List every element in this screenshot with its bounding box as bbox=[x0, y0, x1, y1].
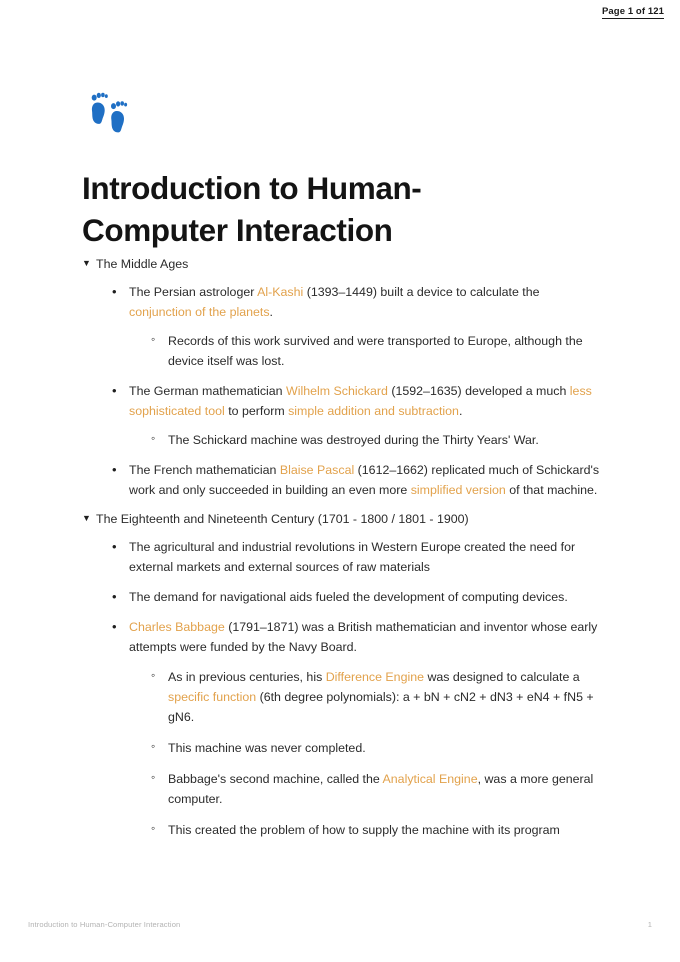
footer-title: Introduction to Human-Computer Interaction bbox=[28, 920, 181, 929]
body-text: The Persian astrologer bbox=[129, 284, 258, 299]
highlighted-text: conjunction of the planets bbox=[129, 304, 270, 319]
outline-content bbox=[82, 255, 602, 850]
body-text: The Schickard machine was destroyed during the Thirty Years' War. bbox=[168, 433, 539, 448]
highlighted-text: Difference Engine bbox=[325, 669, 424, 684]
highlighted-text: less sophisticated tool bbox=[129, 383, 592, 419]
section-title: The Eighteenth and Nineteenth Century (1701 - 1800 / 1801 - 1900) bbox=[96, 512, 469, 527]
highlighted-text: Al-Kashi bbox=[257, 284, 304, 299]
sub-list-item bbox=[151, 430, 602, 450]
sub-list-item bbox=[151, 667, 602, 727]
bullet-list bbox=[82, 537, 602, 840]
body-text: was designed to calculate a bbox=[424, 669, 580, 684]
highlighted-text: Analytical Engine bbox=[382, 771, 478, 786]
page-title: Introduction to Human-Computer Interaction bbox=[82, 170, 422, 249]
body-text: (1612–1662) replicated much of Schickard's work and only succeeded in building an even more bbox=[129, 463, 600, 498]
body-text: (1791–1871) was a British mathematician and inventor whose early attempts were funded by the Navy Board. bbox=[129, 620, 598, 655]
sub-bullet-list bbox=[129, 430, 602, 450]
outline-section bbox=[82, 510, 602, 840]
highlighted-text: specific function bbox=[168, 689, 257, 704]
list-item bbox=[112, 617, 602, 840]
list-item bbox=[112, 282, 602, 371]
body-text: The demand for navigational aids fueled the development of computing devices. bbox=[129, 590, 568, 605]
page-footer bbox=[0, 920, 680, 934]
highlighted-text: Charles Babbage bbox=[129, 620, 225, 635]
page-indicator bbox=[602, 6, 664, 19]
highlighted-text: simple addition and subtraction bbox=[288, 404, 459, 419]
highlighted-text: Blaise Pascal bbox=[279, 463, 355, 478]
body-text: . bbox=[269, 304, 273, 319]
body-text: . bbox=[458, 404, 463, 419]
body-text: (6th degree polynomials): a + bN + cN2 + dN3 + eN4 + fN5 + gN6. bbox=[168, 689, 594, 724]
baby-footprints-logo-icon bbox=[84, 86, 136, 134]
sub-list-item bbox=[151, 769, 602, 809]
sub-bullet-list bbox=[129, 331, 602, 371]
section-title: The Middle Ages bbox=[96, 257, 189, 271]
body-text: The French mathematician bbox=[129, 463, 280, 478]
body-text: This created the problem of how to supply the machine with its program bbox=[168, 823, 560, 838]
sub-bullet-list bbox=[129, 667, 602, 841]
list-item bbox=[112, 537, 602, 577]
sub-list-item bbox=[151, 738, 602, 758]
bullet-list bbox=[82, 282, 602, 501]
page-indicator-text: Page 1 of 121 bbox=[601, 6, 664, 17]
body-text: This machine was never completed. bbox=[168, 740, 366, 755]
collapse-triangle-icon[interactable]: ▼ bbox=[82, 513, 91, 524]
highlighted-text: Wilhelm Schickard bbox=[286, 383, 388, 398]
section-header[interactable] bbox=[82, 510, 602, 529]
body-text: Babbage's second machine, called the bbox=[168, 771, 383, 786]
body-text: (1393–1449) built a device to calculate the bbox=[303, 284, 540, 299]
sub-list-item bbox=[151, 331, 602, 371]
body-text: (1592–1635) developed a much bbox=[387, 383, 570, 398]
collapse-triangle-icon[interactable]: ▼ bbox=[82, 258, 91, 268]
list-item bbox=[112, 381, 602, 450]
body-text: As in previous centuries, his bbox=[168, 669, 326, 684]
body-text: of that machine. bbox=[505, 483, 598, 498]
body-text: The German mathematician bbox=[129, 383, 287, 398]
footer-page-number: 1 bbox=[647, 920, 652, 929]
body-text: The agricultural and industrial revolutions in Western Europe created the need for external markets and external sources of raw materials bbox=[129, 540, 576, 575]
list-item bbox=[112, 460, 602, 500]
sub-list-item bbox=[151, 820, 602, 840]
highlighted-text: simplified version bbox=[410, 483, 506, 498]
body-text: to perform bbox=[224, 404, 289, 419]
list-item bbox=[112, 587, 602, 607]
outline-section bbox=[82, 255, 602, 500]
body-text: , was a more general computer. bbox=[168, 771, 594, 806]
body-text: Records of this work survived and were transported to Europe, although the device itself was lost. bbox=[168, 333, 583, 368]
section-header[interactable] bbox=[82, 255, 602, 274]
